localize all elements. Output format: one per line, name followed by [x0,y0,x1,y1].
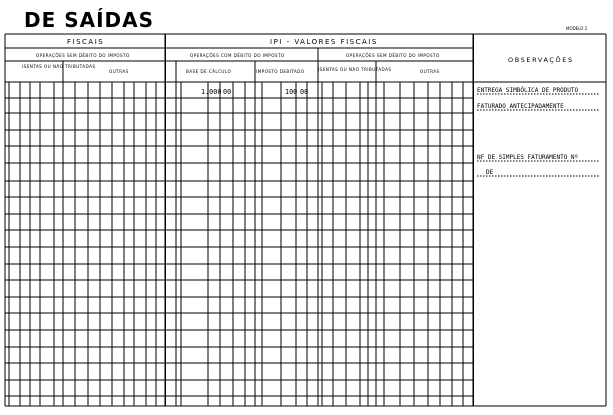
obs-note-1: ENTREGA SIMBÓLICA DE PRODUTO [477,87,579,94]
obs-note-3: NF DE SIMPLES FATURAMENTO Nº [477,154,579,161]
row1-base-calculo: 1.000 [201,88,222,96]
col-base-calculo-label: BASE DE CÁLCULO [186,69,232,74]
section-observacoes: OBSERVAÇÕES [508,56,574,64]
col-isentas-label: ISENTAS OU NÃO TRIBUTADAS [22,64,96,69]
subheader-ipi-com-debito: OPERAÇÕES COM DÉBITO DO IMPOSTO [190,53,285,58]
section-ipi: IPI - VALORES FISCAIS [270,38,378,46]
row1-base-calculo-cents: 00 [223,88,232,96]
row1-imposto: 100 [285,88,298,96]
section-fiscais: FISCAIS [67,38,105,46]
obs-note-4: DE [486,169,494,176]
obs-note-2: FATURADO ANTECIPADAMENTE [477,103,564,110]
page-title: DE SAÍDAS [24,8,155,32]
row1-imposto-cents: 00 [300,88,309,96]
col-outras-2-label: OUTRAS [420,69,440,74]
subheader-icms-sem-debito: OPERAÇÕES SEM DÉBITO DO IMPOSTO [36,53,130,58]
col-outras-label: OUTRAS [109,69,129,74]
subheader-ipi-sem-debito: OPERAÇÕES SEM DÉBITO DO IMPOSTO [346,53,440,58]
model-reference: MODELO 2 [566,26,588,31]
col-imposto-debitado-label: IMPOSTO DEBITADO [256,69,305,74]
col-isentas-2-label: ISENTAS OU NÃO TRIBUTADAS [318,67,392,72]
